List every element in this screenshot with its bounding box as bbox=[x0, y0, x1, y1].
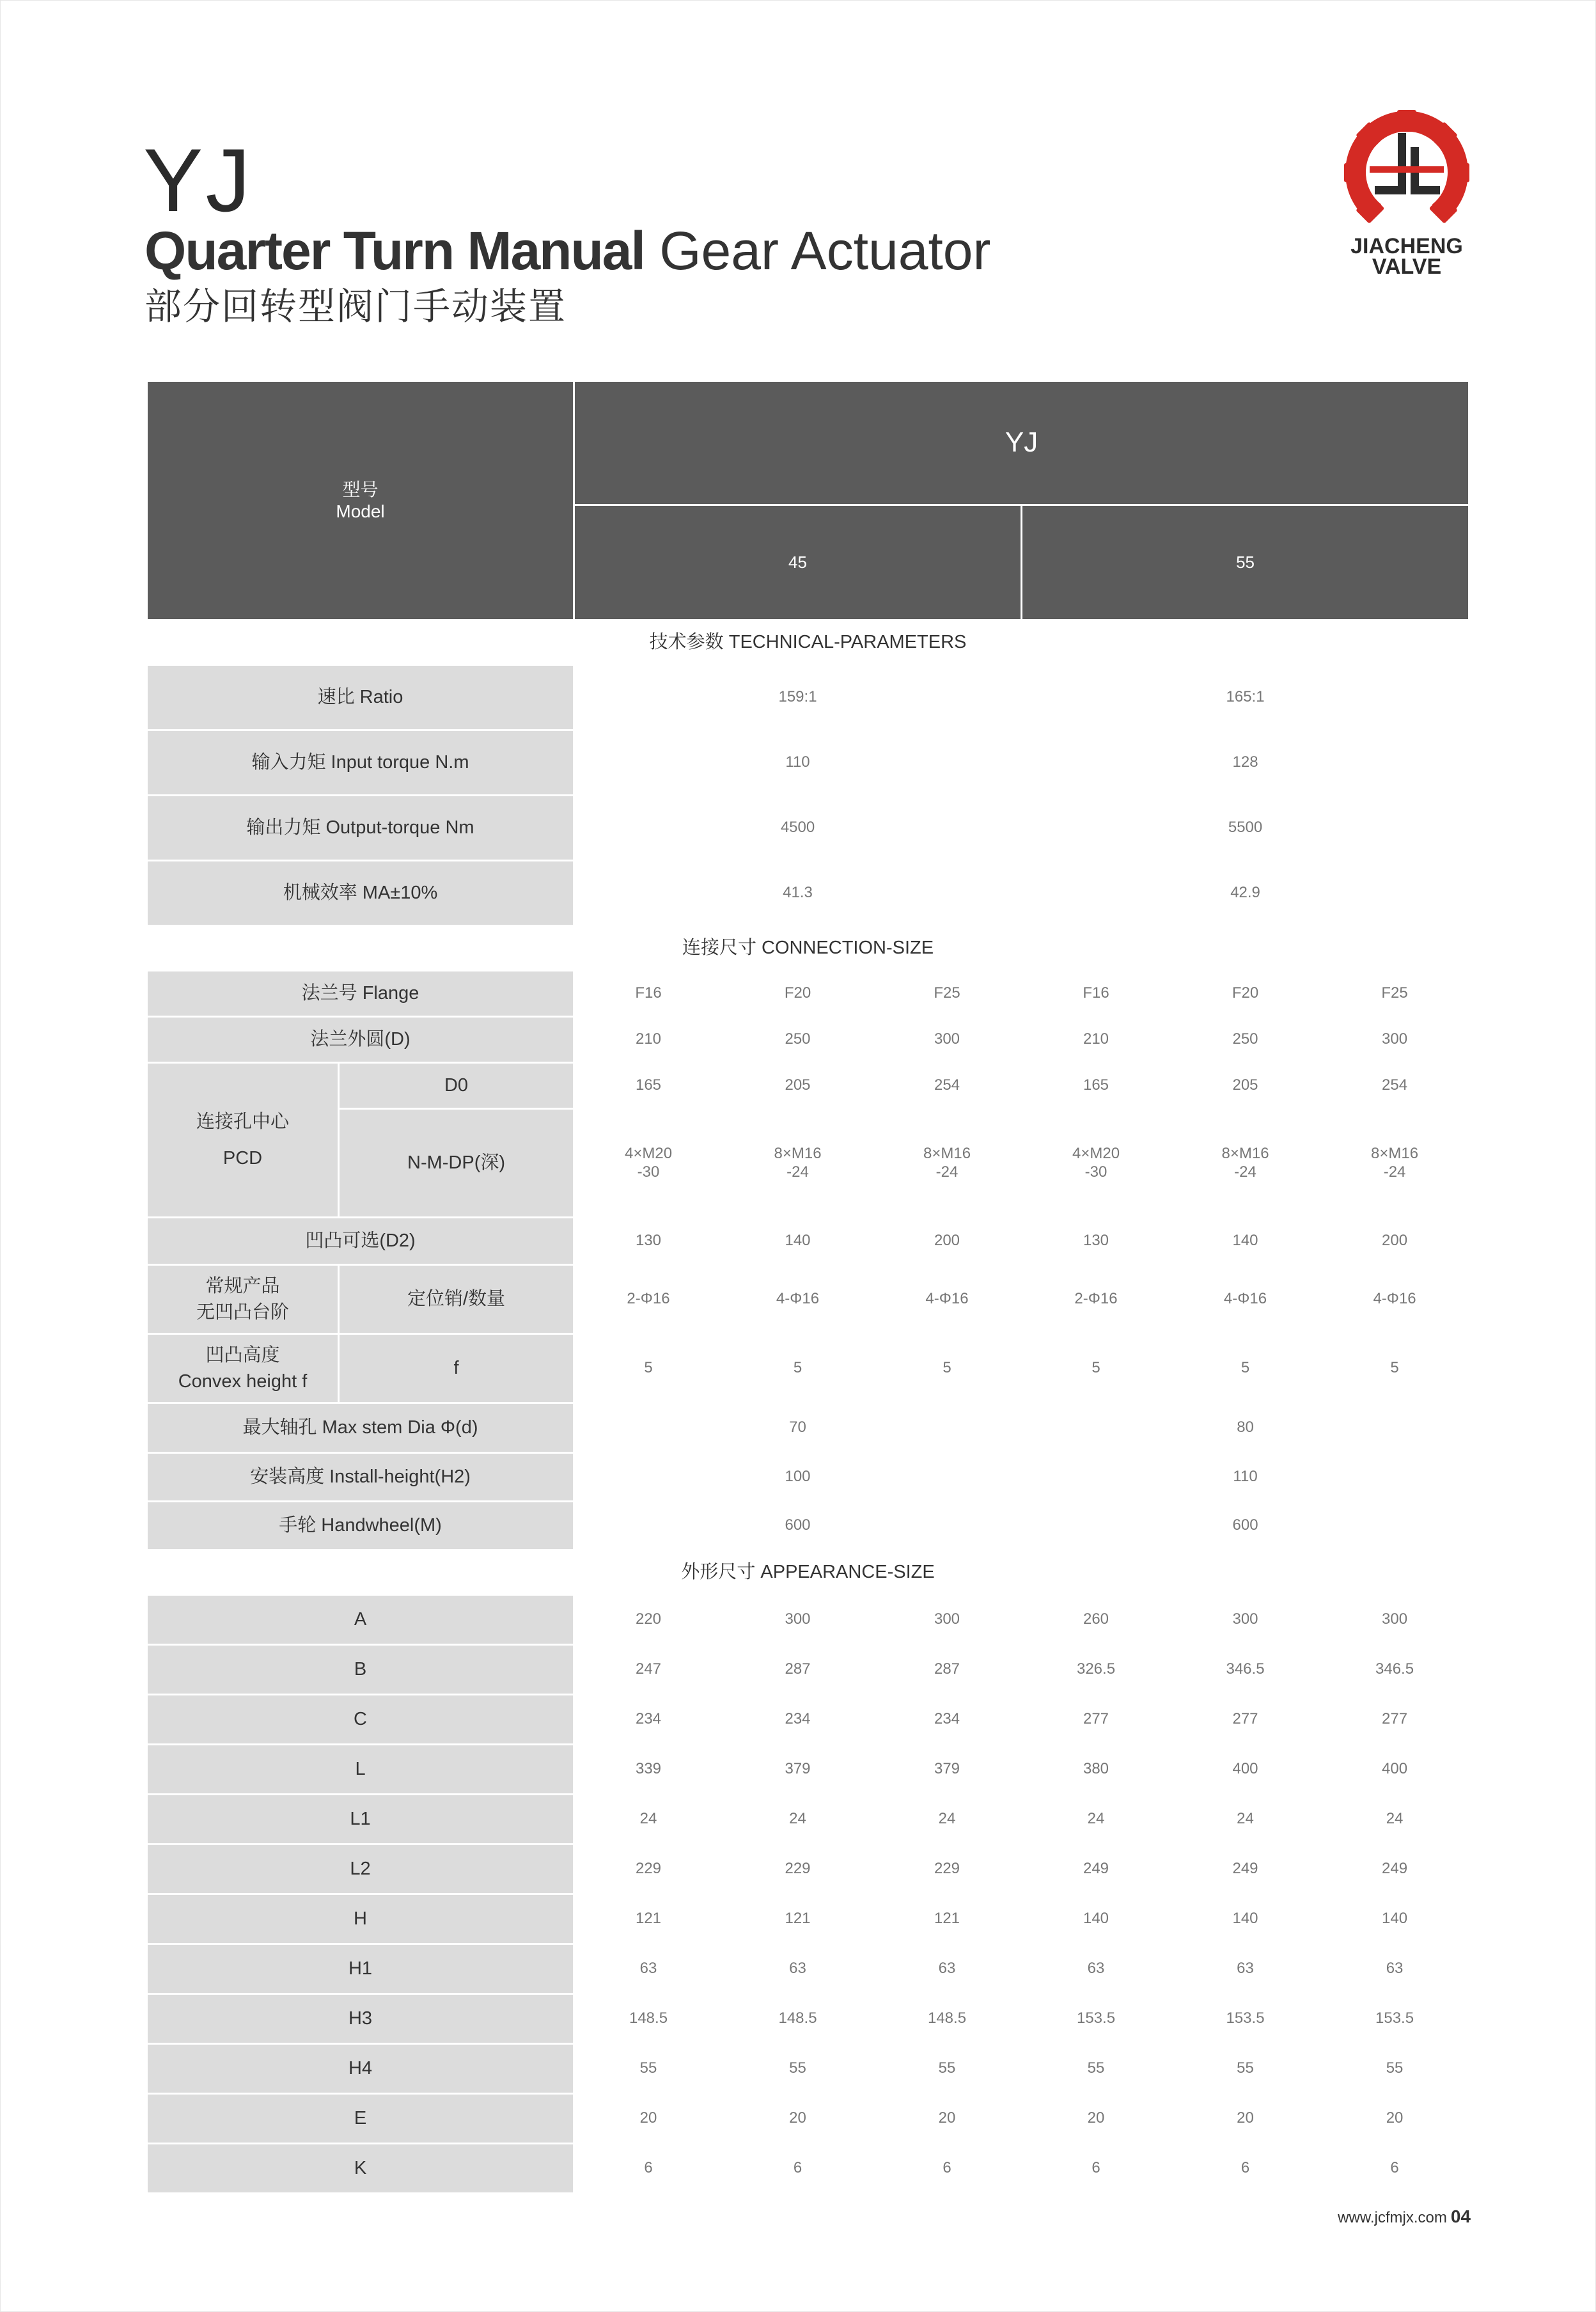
cell-value: 600 bbox=[1022, 1502, 1469, 1550]
cell-value: 20 bbox=[1320, 2094, 1469, 2144]
product-title-rest: Gear Actuator bbox=[644, 221, 991, 281]
table-row bbox=[147, 1595, 1469, 1645]
cell-value: 55 bbox=[723, 2044, 873, 2094]
row-label: 法兰外圆(D) bbox=[147, 1017, 574, 1063]
cell-value: 300 bbox=[873, 1017, 1022, 1063]
table-row-d2 bbox=[147, 1218, 1469, 1265]
cell-value: 4-Φ16 bbox=[1320, 1265, 1469, 1334]
cell-value: F20 bbox=[1171, 971, 1320, 1017]
model-code-title: YJ bbox=[143, 130, 253, 230]
cell-value: 20 bbox=[1022, 2094, 1171, 2144]
cell-value: 250 bbox=[723, 1017, 873, 1063]
section-row-appearance bbox=[147, 1550, 1469, 1595]
cell-value: 20 bbox=[1171, 2094, 1320, 2144]
nm-top: 8×M16 bbox=[774, 1144, 822, 1162]
cell-value: 153.5 bbox=[1320, 1994, 1469, 2044]
table-row-flange-od bbox=[147, 1017, 1469, 1063]
cell-value: 130 bbox=[1022, 1218, 1171, 1265]
cell-value: 2-Φ16 bbox=[574, 1265, 723, 1334]
table-row-stem bbox=[147, 1403, 1469, 1453]
row-label: 安装高度 Install-height(H2) bbox=[147, 1453, 574, 1502]
convex-label-l1: 凹凸高度 bbox=[205, 1344, 280, 1365]
nm-top: 8×M16 bbox=[923, 1144, 971, 1162]
cell-value: 247 bbox=[574, 1645, 723, 1695]
cell-value: 24 bbox=[723, 1795, 873, 1844]
cell-value: 6 bbox=[1320, 2144, 1469, 2194]
table-row bbox=[147, 1645, 1469, 1695]
cell-value: 165 bbox=[574, 1063, 723, 1109]
cell-value: 229 bbox=[574, 1844, 723, 1894]
table-row bbox=[147, 2144, 1469, 2194]
cell-value: 24 bbox=[574, 1795, 723, 1844]
cell-value: 20 bbox=[723, 2094, 873, 2144]
cell-value bbox=[1022, 1109, 1171, 1218]
row-sublabel: D0 bbox=[339, 1063, 574, 1109]
row-label: H1 bbox=[147, 1944, 574, 1994]
cell-value: 20 bbox=[574, 2094, 723, 2144]
cell-value: F16 bbox=[1022, 971, 1171, 1017]
cell-value: 400 bbox=[1320, 1745, 1469, 1795]
cell-value bbox=[1320, 1109, 1469, 1218]
cell-value: 254 bbox=[1320, 1063, 1469, 1109]
cell-value: 229 bbox=[873, 1844, 1022, 1894]
cell-value: 210 bbox=[574, 1017, 723, 1063]
jc-mark bbox=[1375, 133, 1440, 194]
convex-label-cell bbox=[147, 1334, 339, 1403]
cell-value: 110 bbox=[574, 730, 1022, 796]
logo-text-valve: VALVE bbox=[1372, 255, 1442, 279]
cell-value: 234 bbox=[873, 1695, 1022, 1745]
row-label: L1 bbox=[147, 1795, 574, 1844]
row-label: L bbox=[147, 1745, 574, 1795]
cell-value: 346.5 bbox=[1320, 1645, 1469, 1695]
cell-value: 277 bbox=[1171, 1695, 1320, 1745]
cell-value: 55 bbox=[1320, 2044, 1469, 2094]
row-label: 输入力矩 Input torque N.m bbox=[147, 730, 574, 796]
cell-value bbox=[1171, 1109, 1320, 1218]
row-sublabel: N-M-DP(深) bbox=[339, 1109, 574, 1218]
cell-value: 153.5 bbox=[1171, 1994, 1320, 2044]
cell-value: 5 bbox=[1320, 1334, 1469, 1403]
cell-value: 326.5 bbox=[1022, 1645, 1171, 1695]
cell-value: 4-Φ16 bbox=[723, 1265, 873, 1334]
cell-value: 130 bbox=[574, 1218, 723, 1265]
row-label: B bbox=[147, 1645, 574, 1695]
cell-value: 6 bbox=[1171, 2144, 1320, 2194]
table-row bbox=[147, 1944, 1469, 1994]
cell-value: F25 bbox=[1320, 971, 1469, 1017]
gear-logo-icon bbox=[1340, 109, 1474, 237]
cell-value: 229 bbox=[723, 1844, 873, 1894]
cell-value: 128 bbox=[1022, 730, 1469, 796]
pin-label-cell bbox=[147, 1265, 339, 1334]
table-row bbox=[147, 1745, 1469, 1795]
cell-value: 210 bbox=[1022, 1017, 1171, 1063]
cell-value: 121 bbox=[873, 1894, 1022, 1944]
cell-value: 24 bbox=[1320, 1795, 1469, 1844]
table-row bbox=[147, 730, 1469, 796]
cell-value: 165:1 bbox=[1022, 665, 1469, 730]
series-header: YJ bbox=[574, 381, 1469, 505]
row-sublabel: f bbox=[339, 1334, 574, 1403]
cell-value: 153.5 bbox=[1022, 1994, 1171, 2044]
cell-value: 100 bbox=[574, 1453, 1022, 1502]
cell-value: 63 bbox=[1022, 1944, 1171, 1994]
row-label: K bbox=[147, 2144, 574, 2194]
cell-value: 260 bbox=[1022, 1595, 1171, 1645]
row-label: 法兰号 Flange bbox=[147, 971, 574, 1017]
table-row bbox=[147, 1695, 1469, 1745]
convex-label-l2: Convex height f bbox=[178, 1371, 308, 1392]
cell-value: 5 bbox=[723, 1334, 873, 1403]
table-row-handwheel bbox=[147, 1502, 1469, 1550]
row-label: H bbox=[147, 1894, 574, 1944]
cell-value: 140 bbox=[1320, 1894, 1469, 1944]
appearance-body bbox=[147, 1595, 1469, 2194]
table-row bbox=[147, 796, 1469, 861]
table-row-pin bbox=[147, 1265, 1469, 1334]
cell-value: 250 bbox=[1171, 1017, 1320, 1063]
product-title-cn: 部分回转型阀门手动装置 bbox=[145, 285, 567, 328]
row-label: 速比 Ratio bbox=[147, 665, 574, 730]
cell-value: 148.5 bbox=[873, 1994, 1022, 2044]
cell-value: 5 bbox=[574, 1334, 723, 1403]
cell-value: 205 bbox=[1171, 1063, 1320, 1109]
table-row bbox=[147, 1844, 1469, 1894]
cell-value: 200 bbox=[1320, 1218, 1469, 1265]
cell-value: F25 bbox=[873, 971, 1022, 1017]
nm-bottom: -24 bbox=[786, 1163, 809, 1181]
cell-value: F20 bbox=[723, 971, 873, 1017]
table-row-install bbox=[147, 1453, 1469, 1502]
cell-value: 300 bbox=[1320, 1595, 1469, 1645]
nm-top: 8×M16 bbox=[1221, 1144, 1269, 1162]
row-label: H4 bbox=[147, 2044, 574, 2094]
table-row-flange bbox=[147, 971, 1469, 1017]
cell-value: 140 bbox=[1171, 1894, 1320, 1944]
section-title-appearance: 外形尺寸 APPEARANCE-SIZE bbox=[147, 1550, 1469, 1595]
cell-value: 110 bbox=[1022, 1453, 1469, 1502]
nm-top: 4×M20 bbox=[624, 1144, 673, 1162]
section-row-connection bbox=[147, 926, 1469, 971]
page-footer bbox=[1215, 2206, 1471, 2227]
cell-value: 287 bbox=[873, 1645, 1022, 1695]
cell-value: 165 bbox=[1022, 1063, 1171, 1109]
cell-value: 379 bbox=[723, 1745, 873, 1795]
cell-value: 220 bbox=[574, 1595, 723, 1645]
cell-value: 287 bbox=[723, 1645, 873, 1695]
page-number: 04 bbox=[1450, 2206, 1471, 2226]
cell-value: 5500 bbox=[1022, 796, 1469, 861]
cell-value: 277 bbox=[1022, 1695, 1171, 1745]
cell-value: 159:1 bbox=[574, 665, 1022, 730]
table-row bbox=[147, 1795, 1469, 1844]
cell-value: 70 bbox=[574, 1403, 1022, 1453]
cell-value: 63 bbox=[873, 1944, 1022, 1994]
cell-value: 5 bbox=[1171, 1334, 1320, 1403]
table-row bbox=[147, 861, 1469, 926]
cell-value: 249 bbox=[1171, 1844, 1320, 1894]
size-header: 55 bbox=[1022, 505, 1469, 620]
row-label: A bbox=[147, 1595, 574, 1645]
cell-value: 380 bbox=[1022, 1745, 1171, 1795]
cell-value: 234 bbox=[723, 1695, 873, 1745]
cell-value: 254 bbox=[873, 1063, 1022, 1109]
table-row-pcd-nm bbox=[147, 1109, 1469, 1218]
spec-table bbox=[146, 380, 1470, 2194]
cell-value: 379 bbox=[873, 1745, 1022, 1795]
pcd-label-en: PCD bbox=[223, 1147, 263, 1168]
size-header: 45 bbox=[574, 505, 1022, 620]
section-row-technical bbox=[147, 620, 1469, 665]
cell-value: 140 bbox=[1022, 1894, 1171, 1944]
table-row bbox=[147, 2044, 1469, 2094]
nm-bottom: -24 bbox=[1383, 1163, 1406, 1181]
cell-value bbox=[723, 1109, 873, 1218]
cell-value: 249 bbox=[1320, 1844, 1469, 1894]
nm-top: 8×M16 bbox=[1371, 1144, 1419, 1162]
cell-value: 41.3 bbox=[574, 861, 1022, 926]
model-label-cn: 型号 bbox=[342, 479, 379, 499]
row-label: C bbox=[147, 1695, 574, 1745]
cell-value: 6 bbox=[1022, 2144, 1171, 2194]
cell-value: 6 bbox=[873, 2144, 1022, 2194]
row-sublabel: 定位销/数量 bbox=[339, 1265, 574, 1334]
section-title-technical: 技术参数 TECHNICAL-PARAMETERS bbox=[147, 620, 1469, 665]
cell-value: 5 bbox=[1022, 1334, 1171, 1403]
logo-text-jiacheng: JIACHENG bbox=[1350, 234, 1463, 258]
cell-value: 55 bbox=[1171, 2044, 1320, 2094]
cell-value: 63 bbox=[1320, 1944, 1469, 1994]
row-label: L2 bbox=[147, 1844, 574, 1894]
cell-value: 121 bbox=[723, 1894, 873, 1944]
cell-value: 24 bbox=[1022, 1795, 1171, 1844]
cell-value: 6 bbox=[723, 2144, 873, 2194]
row-label: 最大轴孔 Max stem Dia Φ(d) bbox=[147, 1403, 574, 1453]
cell-value: 55 bbox=[574, 2044, 723, 2094]
row-label: 机械效率 MA±10% bbox=[147, 861, 574, 926]
product-title bbox=[145, 221, 991, 281]
table-row bbox=[147, 665, 1469, 730]
pin-label-l2: 无凹凸台阶 bbox=[196, 1301, 289, 1323]
table-row-convex bbox=[147, 1334, 1469, 1403]
cell-value: 346.5 bbox=[1171, 1645, 1320, 1695]
nm-bottom: -24 bbox=[1234, 1163, 1256, 1181]
cell-value: 4-Φ16 bbox=[1171, 1265, 1320, 1334]
cell-value: 6 bbox=[574, 2144, 723, 2194]
table-row bbox=[147, 2094, 1469, 2144]
table-row bbox=[147, 1994, 1469, 2044]
product-title-bold: Quarter Turn Manual bbox=[145, 221, 645, 281]
table-row bbox=[147, 1894, 1469, 1944]
row-label: 手轮 Handwheel(M) bbox=[147, 1502, 574, 1550]
cell-value: 300 bbox=[1171, 1595, 1320, 1645]
cell-value: 4500 bbox=[574, 796, 1022, 861]
cell-value: 300 bbox=[873, 1595, 1022, 1645]
pin-label-l1: 常规产品 bbox=[205, 1275, 280, 1296]
cell-value: 80 bbox=[1022, 1403, 1469, 1453]
cell-value: 200 bbox=[873, 1218, 1022, 1265]
pcd-label-cell bbox=[147, 1063, 339, 1218]
cell-value: 4-Φ16 bbox=[873, 1265, 1022, 1334]
cell-value: 42.9 bbox=[1022, 861, 1469, 926]
cell-value: 63 bbox=[1171, 1944, 1320, 1994]
cell-value: 339 bbox=[574, 1745, 723, 1795]
cell-value: 63 bbox=[723, 1944, 873, 1994]
cell-value: 277 bbox=[1320, 1695, 1469, 1745]
cell-value: 5 bbox=[873, 1334, 1022, 1403]
cell-value: 205 bbox=[723, 1063, 873, 1109]
cell-value: 600 bbox=[574, 1502, 1022, 1550]
row-label: 凹凸可选(D2) bbox=[147, 1218, 574, 1265]
cell-value: F16 bbox=[574, 971, 723, 1017]
cell-value: 148.5 bbox=[574, 1994, 723, 2044]
table-row-pcd-d0 bbox=[147, 1063, 1469, 1109]
cell-value: 140 bbox=[1171, 1218, 1320, 1265]
cell-value bbox=[574, 1109, 723, 1218]
nm-bottom: -30 bbox=[637, 1163, 660, 1181]
cell-value: 24 bbox=[873, 1795, 1022, 1844]
website-text: www.jcfmjx.com bbox=[1338, 2209, 1447, 2226]
cell-value: 300 bbox=[1320, 1017, 1469, 1063]
cell-value: 249 bbox=[1022, 1844, 1171, 1894]
cell-value: 20 bbox=[873, 2094, 1022, 2144]
section-title-connection: 连接尺寸 CONNECTION-SIZE bbox=[147, 926, 1469, 971]
table-header-row-1 bbox=[147, 381, 1469, 505]
cell-value: 121 bbox=[574, 1894, 723, 1944]
cell-value: 148.5 bbox=[723, 1994, 873, 2044]
cell-value: 2-Φ16 bbox=[1022, 1265, 1171, 1334]
nm-top: 4×M20 bbox=[1072, 1144, 1120, 1162]
cell-value: 140 bbox=[723, 1218, 873, 1265]
cell-value: 400 bbox=[1171, 1745, 1320, 1795]
nm-bottom: -24 bbox=[935, 1163, 958, 1181]
pcd-label-cn: 连接孔中心 bbox=[196, 1111, 289, 1132]
brand-logo bbox=[1340, 109, 1474, 279]
cell-value: 63 bbox=[574, 1944, 723, 1994]
cell-value: 55 bbox=[873, 2044, 1022, 2094]
model-label-en: Model bbox=[336, 501, 385, 521]
cell-value: 24 bbox=[1171, 1795, 1320, 1844]
row-label: E bbox=[147, 2094, 574, 2144]
row-label: 输出力矩 Output-torque Nm bbox=[147, 796, 574, 861]
cell-value: 234 bbox=[574, 1695, 723, 1745]
cell-value: 55 bbox=[1022, 2044, 1171, 2094]
model-header-cell bbox=[147, 381, 574, 620]
row-label: H3 bbox=[147, 1994, 574, 2044]
cell-value: 300 bbox=[723, 1595, 873, 1645]
nm-bottom: -30 bbox=[1084, 1163, 1107, 1181]
cell-value bbox=[873, 1109, 1022, 1218]
